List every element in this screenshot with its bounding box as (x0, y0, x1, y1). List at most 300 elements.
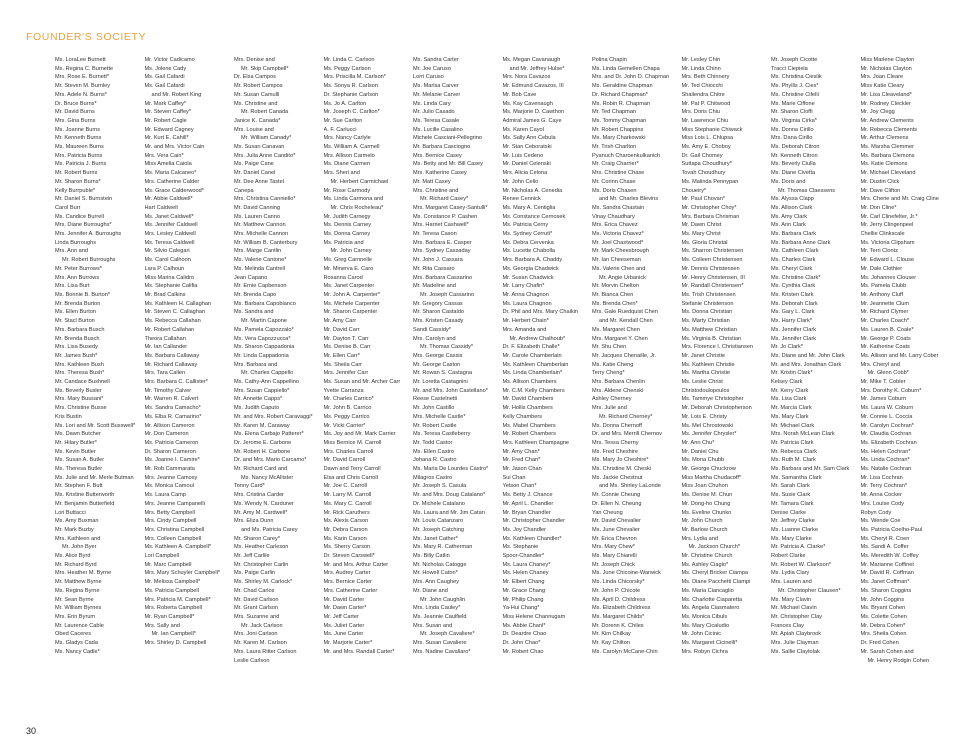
donor-name: Jean Capano (234, 274, 268, 281)
donor-name: Mr. Lisa Cochran (860, 474, 903, 481)
name-column (861, 56, 951, 728)
donor-name: Reese Castelnetti (413, 396, 458, 403)
donor-name: Mr. Ernie Capbenson (234, 283, 287, 290)
donor-name: Mrs. Lisa Busedy (55, 344, 98, 351)
donor-name: Ms. Patricia Coelho-Paul (860, 526, 923, 533)
donor-name: Mr. John Cicinic (681, 631, 721, 638)
donor-name: Mr. Herbert Chain* (502, 318, 549, 325)
donor-name: Mrs. Gina Burns (55, 117, 96, 124)
donor-name: Mr. David Canning (234, 204, 281, 211)
donor-name: and Mr. Charles Blevins (599, 196, 659, 203)
donor-name: Ms. Kay Cavenaugh (502, 100, 553, 107)
donor-name: Ms. Linda Carmona and (323, 196, 384, 203)
donor-name: Mrs. Erin Byrum (55, 614, 96, 620)
donor-name: Dr. Michele Catalano (413, 500, 465, 507)
donor-name: Mr. Jacques Chenaille, Jr. (592, 352, 657, 359)
donor-name: Ms. Elba R. Camarino* (144, 413, 202, 420)
donor-name: Ms. Fred Cheshire (592, 448, 639, 455)
donor-name: Mr. Ian Campbell* (151, 631, 196, 638)
donor-name: Mr. Joseph C. Carlton* (323, 109, 380, 116)
donor-name: Mrs. and Dr. John D. Chapman (592, 74, 670, 81)
donor-name: Ms. Mary C. Carroll (323, 500, 372, 507)
donor-name: Suttapa Choudhury* (681, 161, 732, 168)
donor-name: Ms. Jolene Cady (144, 65, 187, 72)
donor-name: Ms. Grace Calderwood* (144, 187, 204, 194)
donor-name: Yetson Chan* (502, 483, 537, 490)
name-column (771, 56, 861, 728)
donor-name: Mr. Matthew Cannon (234, 222, 286, 229)
donor-name: Mrs. Lisa Burt (55, 283, 90, 290)
donor-name: Ms. Kathleen A. Campbell* (144, 544, 212, 551)
donor-name: Mr. Robert Chambers (502, 431, 556, 438)
donor-name: Mrs. Marge Cantlin (234, 248, 282, 255)
donor-name: Mr. Anna Cocker (860, 492, 902, 499)
donor-name: Ms. Tommy Chapman (592, 117, 647, 124)
donor-name: Mr. Joseph Catching (413, 526, 464, 533)
donor-name: Ms. Katie Clemons (860, 161, 908, 168)
donor-name: Ms. Mary Cicaludio (681, 622, 730, 629)
donor-name: Ms. Trish Christensen (681, 291, 736, 298)
donor-name: Mrs. Mary Chew* (592, 544, 635, 551)
donor-name: Ms. Amy Buxman (55, 518, 99, 525)
donor-name: Ms. Deborah Citron (771, 144, 820, 151)
donor-name: Mr. Madeline and (413, 283, 456, 290)
donor-name: Mrs. Jeanne Camosy (144, 474, 198, 481)
donor-name: Mrs. Sheila Cohen (860, 631, 907, 638)
donor-name: Mr. Larry M. Carroll (323, 492, 372, 499)
donor-name: Ms. Cheryl Clark (771, 265, 813, 272)
donor-name: Dr. Elsa Campos (234, 74, 276, 81)
donor-name: Ms. Jeannie Caulfield (413, 614, 467, 620)
donor-name: Mrs. Colleen Campbell (144, 535, 202, 542)
donor-name: Ms. Monica Camoul (144, 483, 194, 490)
donor-name: Ms. Denise B. Carr (323, 344, 371, 351)
donor-name: Ms. Mary Christ (681, 231, 721, 238)
donor-name: Mr. Richard Casey* (420, 196, 469, 203)
donor-name: Mr. Henry Rodgin Cohen (867, 657, 930, 664)
donor-name: Mrs. Mary Schuyler Campbell* (144, 570, 221, 577)
donor-name: Ms. Marisa Carver (413, 83, 459, 90)
donor-name: Ms. Patricia Cameron (144, 439, 199, 446)
donor-name: Mr. Joseph Cavaliere* (420, 631, 475, 638)
donor-name: Ms. Betty J. Chance (502, 492, 553, 499)
donor-name: Ms. Mary Jo Cheshire* (592, 457, 649, 464)
donor-name: Mr. Christopher Chandler (502, 518, 565, 525)
donor-name: Ms. Lauren Canno (234, 213, 281, 220)
donor-name: Ms. Julie and Mr. Merle Butman (55, 474, 134, 481)
donor-name: Ms. Theresa Butler (55, 466, 103, 473)
donor-name: Mr. David Chevalier (592, 518, 641, 525)
donor-name: Mr. Rick Caruthers (323, 509, 370, 516)
donor-name: Mrs. Dorothy K. Coburn* (860, 387, 922, 394)
donor-name: Mr. David Chambers (502, 396, 554, 403)
donor-name: Mr. Debra Cohen* (860, 622, 906, 629)
donor-name: Mrs. Christine Busse (55, 405, 107, 412)
donor-name: Miss Marlene Clayton (860, 57, 915, 63)
donor-name: Mr. Amy M. Cardwell* (234, 509, 288, 516)
donor-name: Ms. Kathleen H. Callaghan (144, 300, 212, 307)
donor-name: Dr. F. Elizabeth Challe* (502, 344, 560, 351)
donor-name: Ms. Janet Coffman* (860, 579, 910, 586)
donor-name: Ms. Patricia Campbell (144, 587, 199, 594)
donor-name: Spoor-Chandler* (502, 553, 545, 560)
donor-name: Mrs. Julia Anne Candito* (234, 152, 296, 159)
donor-name: Mr. Bryan Chandler (502, 509, 551, 516)
donor-name: Mr. Christine Church (681, 553, 733, 560)
donor-name: Mrs. Norah McLean Clark (771, 431, 835, 438)
donor-name: Mr. Robert Canada (241, 109, 289, 116)
donor-name: Mr. Ian Callander (144, 344, 188, 351)
donor-name: Ms. Sharon Cappadonia (234, 344, 295, 351)
donor-name: Ms. Ruth M. Clark (771, 457, 816, 464)
donor-name: Ms. Gloria Christal (681, 239, 728, 246)
donor-name: Mrs. Ann Burrows (55, 274, 100, 281)
donor-name: Ms. Gail Cafardi (144, 83, 185, 90)
donor-name: Mr. Vicki Carrier* (323, 422, 366, 429)
donor-name: Ms. Christine M. Cheski (592, 466, 652, 473)
donor-name: Mrs. Charles Carroll (323, 448, 374, 455)
donor-name: Mr. Kurt E. Cahill* (144, 135, 189, 142)
donor-name: Ms. Harry Clark* (771, 318, 813, 325)
donor-name: Ms. LoraLee Burnett (55, 57, 106, 63)
donor-name: Ms. Dawn Butcher (55, 431, 101, 438)
donor-name: Mr. Rowan S. Castagna (413, 370, 473, 377)
donor-name: Mr. Steven C. Callaghan (144, 309, 206, 316)
donor-name: Ms. Diane Civetta (771, 170, 816, 177)
donor-name: Mrs. Sally and (144, 622, 180, 629)
donor-name: Polina Chapin (592, 57, 627, 63)
donor-name: Mrs. Roberta Campbell (144, 605, 203, 612)
donor-name: Mr. Kerry Clark (771, 387, 809, 394)
donor-name: Ms. Jennifer Clark (771, 326, 817, 333)
donor-name: Ya-Hui Chang* (502, 605, 540, 612)
donor-name: Lara P. Calhoun (144, 265, 185, 272)
donor-name: Mr. John Cello (502, 178, 539, 185)
donor-name: Mrs. Kathleen Champagne (502, 439, 570, 446)
donor-name: Mr. Rodney Cleckler (860, 100, 911, 107)
donor-name: Ms. Sharon Coggins (860, 587, 912, 594)
donor-name: Ms. Linda Chamberlain* (502, 370, 563, 377)
donor-name: Ms. Ashley Ciaglo* (681, 561, 729, 568)
donor-name: Mr. Sue Carlton (323, 117, 363, 124)
donor-name: Mrs. Barbara Cassarino (413, 274, 473, 281)
donor-name: Ms. Tammye Christopher (681, 396, 744, 403)
donor-name: Mrs. Patricia Burns (55, 152, 103, 159)
donor-name: Mr. Apiah Claybrook (771, 631, 822, 638)
donor-name: Dr. John Chao* (502, 640, 541, 647)
donor-name: Mrs. Doris Chiu (681, 109, 721, 116)
donor-name: Mrs. Margaret Casey-Santulli* (413, 204, 488, 211)
donor-name: Ms. Linda Gemellen Chapa (592, 65, 660, 72)
donor-name: Mrs. Eliza Dunn (234, 518, 274, 525)
donor-name: Dr. Ellen N. Cheung (592, 500, 642, 507)
donor-name: Mr. Skip Campbell* (241, 65, 289, 72)
donor-name: Mr. Stan Ceboratski (502, 144, 552, 151)
donor-name: Ms. Diane Pacchetti Ciampi (681, 579, 751, 586)
donor-name: Mr. Joe Caruso (413, 65, 451, 72)
donor-name: Ms. Shirley M. Carlock* (234, 579, 293, 586)
donor-name: Ms. Candice Burrell (55, 213, 104, 220)
donor-name: Mr. Silvio Calegari (144, 248, 190, 255)
donor-name: Ms. Phyllis J. Cies* (771, 83, 819, 90)
donor-name: Ms. Cheryl R. Coen (860, 535, 910, 542)
donor-name: Mr. Connie Cheung (592, 492, 641, 499)
donor-name: Mr. Paul Chovan* (681, 196, 726, 203)
donor-name: Mrs. Christina Campbell (144, 526, 205, 533)
donor-name: Ms. Ellen Burton (55, 309, 97, 316)
donor-name: Mr. Joy Clegg (860, 109, 895, 116)
donor-name: Mr. Diane and (413, 587, 448, 594)
donor-name: Ms. Joy Chandler (502, 526, 547, 533)
donor-name: Ms. Janet Carpenter (323, 283, 375, 290)
donor-name: Mr. Matthew Byrne (55, 579, 102, 586)
donor-name: Mr. Jason Chan (502, 466, 542, 473)
donor-name: Michele Casciani-Pellegrino (413, 135, 483, 142)
donor-name: Ms. Janet Caldwell* (144, 213, 194, 220)
donor-name: Mr. Erica Chevron (592, 535, 637, 542)
donor-name: Mr. Daniel Celenski (502, 161, 551, 168)
donor-name: Ms. Eveline Chunko (681, 509, 732, 516)
donor-name: Ms. Sandi A. Coffer (860, 544, 909, 551)
donor-name: Mr. Richard Clymer (860, 309, 909, 316)
donor-name: Mr. Kim Chilkay (592, 631, 631, 638)
donor-name: Dr. Sharon Cameron (144, 448, 196, 455)
donor-name: Ms. Linda Chicorsky* (592, 579, 645, 586)
donor-name: Mr. Herbert Carmichael (330, 178, 389, 185)
donor-name: Mr. Katherine Coats (860, 344, 910, 351)
page-title: FOUNDER'S SOCIETY (26, 31, 147, 43)
donor-name: Yvette Carranza (323, 387, 364, 394)
donor-name: Ms. Susan Canavan (234, 144, 285, 151)
donor-name: Ms. Valerie Cantone* (234, 257, 287, 264)
donor-name: Ms. Marie Ciffone (771, 100, 815, 107)
donor-name: Ms. Marsha Clemmer (860, 144, 914, 151)
donor-name: Ms. Susan and Mr. Archer Carr (323, 379, 401, 386)
donor-name: Mr. Brenda Burton (55, 300, 101, 307)
donor-name: Mr. Dee Anne Tastel (234, 178, 284, 185)
donor-name: Dawn and Terry Carroll (323, 466, 381, 473)
donor-name: Mr. Terry Cochran* (860, 483, 908, 490)
donor-name: Ms. Lucette Chabolla (502, 248, 556, 255)
donor-name: Mrs. Joan Cleare (860, 74, 904, 81)
donor-name: Mrs. Katherine Casey (413, 170, 467, 177)
donor-name: Mr. Matt Casey (413, 178, 451, 185)
donor-name: Ms. Laura and Mr. Jim Catan (413, 509, 485, 516)
donor-name: Mr. William Byrnes (55, 605, 102, 612)
donor-name: Mrs. Jennifer Carr (323, 370, 369, 377)
donor-name: Mr. Ryan Campbell* (144, 614, 195, 620)
donor-name: Mrs. Julie and (592, 405, 627, 412)
donor-name: Ms. Elizabeth Cochran (860, 439, 917, 446)
donor-name: Mr. David Carter (323, 596, 365, 603)
donor-name: Ms. Paige Carlin (234, 570, 276, 577)
donor-name: Mr. John Byer (62, 544, 97, 551)
donor-name: Mr. Julio Casado (413, 109, 455, 116)
donor-name: Ms. Colette Cohen (860, 614, 907, 620)
donor-name: Mrs. Christine Chase (592, 170, 645, 177)
donor-name: Mrs. Cindy Campbell (144, 518, 197, 525)
donor-name: Mrs. Barbara Chenlin (592, 379, 645, 386)
donor-name: Ms. Mary Clarke (771, 535, 812, 542)
donor-name: Mr. Sarah Clark (771, 483, 810, 490)
donor-name: Ms. Mary Clark (771, 413, 809, 420)
donor-name: Ms. Rebecca Callahan (144, 318, 201, 325)
donor-name: Kelly Chambers (502, 413, 542, 420)
donor-name: Ms. Michele Carpenter (323, 300, 380, 307)
donor-name: Ms. Cathleen Clark (771, 248, 819, 255)
donor-name: Ms. Sharron Christensen (681, 248, 744, 255)
donor-name: Ms. Beverly Ciulla (771, 161, 816, 168)
donor-name: Mrs. Rose E. Burnett* (55, 74, 110, 81)
donor-name: Mr. Carl Clinefelter, Jr.* (860, 213, 918, 220)
donor-name: Mr. Patricia Clark (771, 439, 814, 446)
donor-name: Mr. David R. Coffman (860, 570, 914, 577)
donor-name: Mr. Teresa Cason (413, 231, 457, 238)
donor-name: Ms. Cheryl Bricker Ciampa (681, 570, 749, 577)
donor-name: Ms. Patricia and (323, 239, 364, 246)
donor-name: Ms. Susie Clark (771, 492, 811, 499)
donor-name: Mr. Sharon Carpenter (323, 309, 378, 316)
donor-name: Ms. Barbara Clark (771, 231, 817, 238)
donor-name: Mrs. Laura Ritter Carlson (234, 648, 297, 655)
donor-name: Mr. Jeannette Clum (860, 300, 909, 307)
donor-name: Mr. Don Cameron (144, 431, 189, 438)
donor-name: Mr. Christopher Clay (771, 614, 822, 620)
donor-name: Ms. Cathy-Ann Cappellino (234, 379, 299, 386)
donor-name: Mr. Charles Coach* (860, 318, 909, 325)
donor-name: Mrs. Amanda and (502, 326, 547, 333)
donor-name: Ms. Robin R. Chapman (592, 100, 651, 107)
donor-name: Ms. Doris Chasen (592, 187, 637, 194)
donor-name: Mrs. Sydney Cassaday (413, 248, 471, 255)
donor-name: Mr. Sharon Castaldo (413, 309, 464, 316)
donor-name: Mr. Grace Chang (502, 587, 546, 594)
donor-name: Ms. Elizabeth Childress (592, 605, 651, 612)
donor-name: Ms. Kathleen Chandler* (502, 535, 562, 542)
donor-name: Mr. Glenn Cobb* (867, 370, 909, 377)
donor-name: Janice K. Canada* (234, 117, 281, 124)
donor-name: Ms. Allison and Mr. Larry Cober (860, 352, 939, 359)
donor-name: Ms. Laura W. Coburn (860, 405, 914, 412)
donor-name: Ms. Abbie Chanl* (502, 622, 546, 629)
donor-name: Mrs. Ann and (55, 248, 88, 255)
donor-name: Mrs. Aldene Chenski (592, 387, 644, 394)
donor-name: Mr. Dayton T. Carr (323, 335, 369, 342)
donor-name: Mr. Kay Chilton (592, 640, 630, 647)
donor-name: Mrs. Nancy Carlyle (323, 135, 371, 142)
donor-name: Ms. Peggy Carrico (323, 413, 370, 420)
donor-name: Ms. Nancy Cadle* (55, 648, 100, 655)
donor-name: Mr. Susan Chadwick (502, 274, 554, 281)
donor-name: Kelsey Clark (771, 379, 803, 386)
donor-name: Mrs. Lesley Caldwell (144, 231, 196, 238)
donor-name: Lori Campbell (144, 553, 180, 560)
donor-name: Mrs. Jeanne Campanelli (144, 500, 205, 507)
donor-name: Mr. Edward Cagney (144, 126, 194, 133)
donor-name: Ms. Laura Camp (144, 492, 186, 499)
donor-name: Mrs. Barbara Chrisman (681, 213, 740, 220)
donor-name: Mr. Martin Capone (241, 318, 288, 325)
donor-name: Mrs. Louise and (234, 126, 274, 133)
donor-name: Mrs. Barbara C. Callister* (144, 379, 208, 386)
donor-name: Mr. Annette Capps* (234, 396, 283, 403)
donor-name: Ms. Peggy Carlson (323, 65, 371, 72)
donor-name: Miss Lois L. Chlupsa (681, 135, 734, 142)
donor-name: Ms. Donna Christian (681, 309, 733, 316)
donor-name: Dr. Jerome E. Carbone (234, 439, 292, 446)
donor-name: Mrs. Heather M. Byrne (55, 570, 112, 577)
donor-name: Ms. Gary L. Clark (771, 309, 815, 316)
donor-name: Mr. Rob Cammarata (144, 466, 195, 473)
donor-name: Mrs. Bernice Carter (323, 579, 372, 586)
donor-name: Mr. Jeffrey Clarke (771, 518, 815, 525)
donor-name: Ms. June Carter (323, 631, 364, 638)
donor-name: Milagros Castro (413, 474, 453, 481)
donor-name: Mrs. Barbara A. Chaddy (502, 257, 563, 264)
donor-name: Mr. Mike T. Cobler (860, 379, 906, 386)
name-column (55, 56, 145, 728)
donor-name: Ms. Bonnie B. Burton* (55, 291, 111, 298)
donor-name: Ms. Karin Carson (323, 535, 367, 542)
donor-name: Ms. Sandra Carter (413, 57, 459, 63)
donor-name: Mr. Richard Callaway (144, 361, 198, 368)
donor-name: Mr. Anthony Cluff (860, 291, 903, 298)
donor-name: Mrs. Florence I. Christiansen (681, 344, 753, 351)
donor-name: Mr. Robert Campos (234, 83, 283, 90)
donor-name: Mr. Sharon Cioffi (771, 109, 813, 116)
donor-name: Mr. Elbert Chang (502, 579, 545, 586)
donor-name: Mrs. Michelle Castle* (413, 413, 466, 420)
donor-name: Mrs. Cristina Carder (234, 492, 285, 499)
donor-name: Ms. Sonya R. Carlson (323, 83, 378, 90)
donor-name: Mr. Patricia A. Clarke* (771, 544, 826, 551)
donor-name: Mr. Victor Cadicamo (144, 57, 195, 63)
donor-name: Miss Joan Chuhon (681, 483, 728, 490)
donor-name: Mr. William B. Canterbury (234, 239, 298, 246)
donor-name: Mrs. Catherine Carter (323, 587, 378, 594)
donor-name: Mrs. Gale Ruedquist Chen (592, 309, 658, 316)
donor-name: Ms. Kristen Clark (771, 291, 814, 298)
donor-name: Mr. Arthur Clemens (860, 135, 909, 142)
donor-name: Ms. Jo A. Carlton (323, 100, 367, 107)
donor-name: Ms. Mary Clavin (771, 596, 812, 603)
donor-name: Ms. Mary Charkowski (592, 135, 646, 142)
donor-name: Ms. Constance P. Cashen (413, 213, 478, 220)
donor-name: Mr. Robert Callahan (144, 326, 195, 333)
donor-name: Ms. Mel Chrostowski (681, 422, 734, 429)
donor-name: Mrs. Allison Carmelo (323, 152, 375, 159)
donor-name: Denise Clarke (771, 509, 807, 516)
donor-name: Ms. Lydia Clary (771, 570, 810, 577)
donor-name: Mrs. Audrey Carter (323, 570, 371, 577)
donor-name: Dr. and Mrs. Mario Carcamo* (234, 457, 307, 464)
donor-name: Mrs. Kristen Casady (413, 318, 464, 325)
donor-name: Theora Callahan (144, 335, 186, 342)
donor-name: Ms. Martha Christie (681, 370, 730, 377)
donor-name: Ms. Ann Clark (771, 222, 806, 229)
donor-name: Ms. Katie Cheng (592, 361, 634, 368)
donor-name: Mr. James Bush* (55, 352, 98, 359)
donor-name: Ms. Margaret Childs* (592, 614, 645, 620)
donor-name: Ms. Paige Cane (234, 161, 274, 168)
donor-name: Mr. Brenda Capo (234, 291, 277, 298)
donor-name: Mrs. Louise Cody (860, 500, 905, 507)
donor-name: Ms. Mary Chiarelli (592, 553, 637, 560)
donor-name: Mr. Morvin Chelton (592, 283, 639, 290)
donor-name: Ms. Patricia J. Burns (55, 161, 107, 168)
donor-name: Ms. Joy and Mr. Mark Carrier (323, 431, 396, 438)
donor-name: Mr. Dawn Christ (681, 222, 722, 229)
